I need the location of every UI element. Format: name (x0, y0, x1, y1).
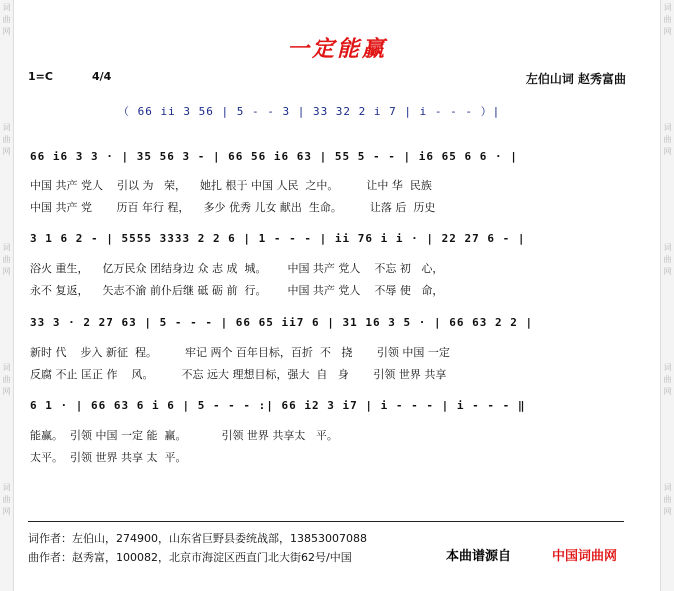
lyricist-contact: 词作者：左伯山，274900，山东省巨野县委统战部，13853007088 (28, 532, 367, 545)
time-signature: 4/4 (92, 70, 112, 83)
lyrics-verse-2: 永不 复返， 矢志不渝 前仆后继 砥 砺 前 行。 中国 共产 党人 不辱 使 命， (30, 284, 444, 297)
watermark-text: 词曲网 (663, 123, 672, 156)
lyrics-verse-2: 反腐 不止 匡正 作 风。 不忘 远大 理想目标，强大 自 身 引领 世界 共享 (30, 368, 447, 381)
source-label: 本曲谱源自 (446, 545, 511, 564)
watermark-text: 词曲网 (2, 363, 11, 396)
source-site-link[interactable]: 中国词曲网 (552, 545, 617, 564)
lyrics-verse-2: 中国 共产 党 历百 年行 程， 多少 优秀 儿女 献出 生命。 让落 后 历史 (30, 201, 436, 214)
lyrics-verse-2: 太平。 引领 世界 共享 太 平。 (30, 451, 187, 464)
watermark-text: 词曲网 (663, 3, 672, 36)
watermark-text: 词曲网 (2, 123, 11, 156)
left-margin-strip (0, 0, 14, 591)
notation-row: 3 1 6 2 - | 5555 3333 2 2 6 | 1 - - - | ii 76 i i · | 22 27 6 - | (30, 232, 526, 245)
watermark-text: 词曲网 (663, 243, 672, 276)
lyrics-verse-1: 新时 代 步入 新征 程。 牢记 两个 百年目标，百折 不 挠 引领 中国 一定 (30, 346, 450, 359)
notation-row: 33 3 · 2 27 63 | 5 - - - | 66 65 ii7 6 | 31 16 3 5 · | 66 63 2 2 | (30, 316, 534, 329)
composer-contact: 曲作者：赵秀富，100082，北京市海淀区西直门北大街62号/中国 (28, 551, 352, 564)
watermark-text: 词曲网 (663, 363, 672, 396)
right-margin-strip (660, 0, 674, 591)
intro-notation: （ 66 ii 3 56 | 5 - - 3 | 33 32 2 i 7 | i - - - ）| (118, 105, 501, 118)
watermark-text: 词曲网 (2, 483, 11, 516)
notation-row: 66 i6 3 3 · | 35 56 3 - | 66 56 i6 63 | 55 5 - - | i6 65 6 6 · | (30, 150, 518, 163)
lyrics-verse-1: 能赢。 引领 中国 一定 能 赢。 引领 世界 共享太 平。 (30, 429, 338, 442)
notation-row: 6 1 · | 66 63 6 i 6 | 5 - - - :| 66 i2 3 i7 | i - - - | i - - - ‖ (30, 399, 526, 412)
lyrics-verse-1: 浴火 重生， 亿万民众 团结身边 众 志 成 城。 中国 共产 党人 不忘 初 心， (30, 262, 444, 275)
lyrics-verse-1: 中国 共产 党人 引以 为 荣， 她扎 根于 中国 人民 之中。 让中 华 民族 (30, 179, 432, 192)
authors-credit: 左伯山词 赵秀富曲 (525, 72, 626, 86)
watermark-text: 词曲网 (2, 243, 11, 276)
song-title: 一定能赢 (286, 37, 387, 62)
watermark-text: 词曲网 (2, 3, 11, 36)
footer-divider (28, 521, 624, 522)
key-signature: 1=C (28, 70, 53, 83)
watermark-text: 词曲网 (663, 483, 672, 516)
